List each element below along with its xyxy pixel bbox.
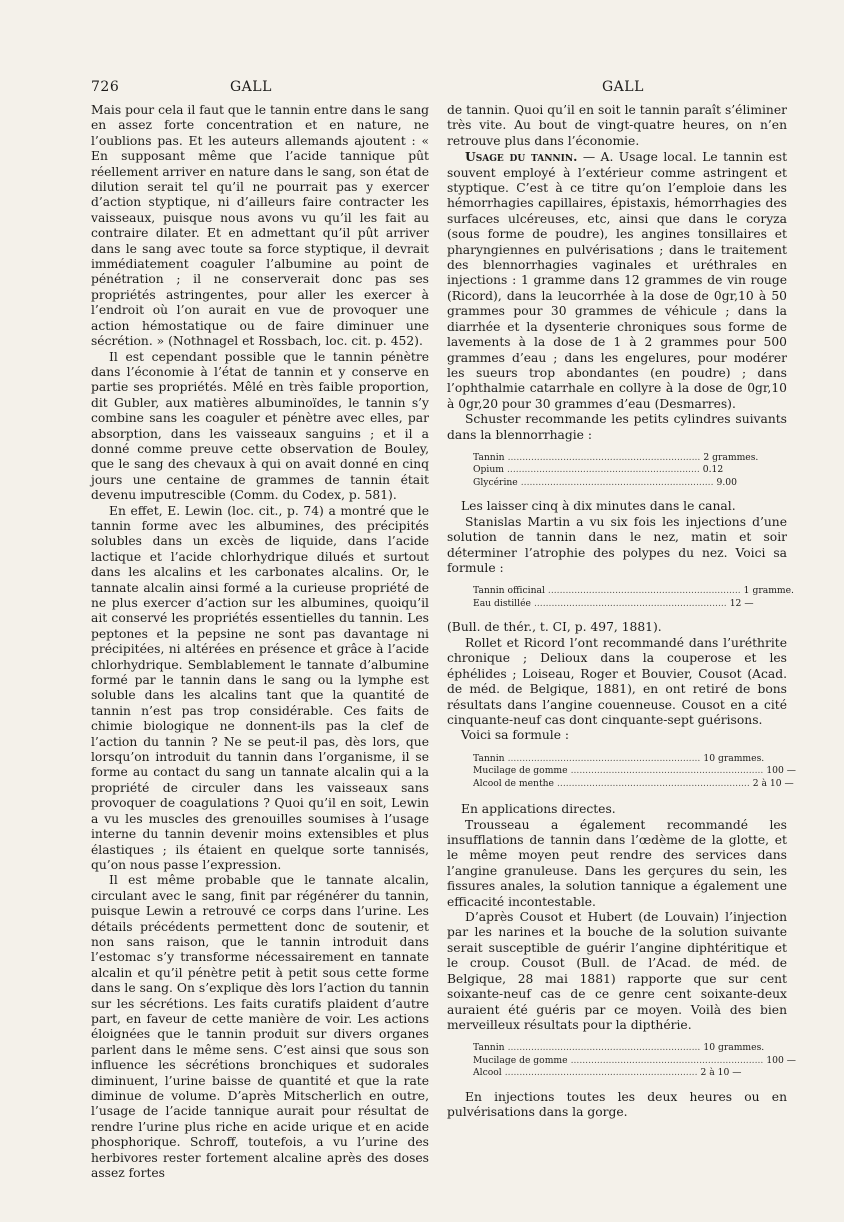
paragraph: En applications directes. [461,802,616,817]
paragraph: Les laisser cinq à dix minutes dans le canal. [461,499,736,514]
prescription-3 [473,752,796,791]
prescription-row: Opium .................................................................. 0.12 [473,464,724,476]
prescription-row: Tannin .................................................................. 10 grammes. [473,1042,765,1054]
paragraph: Voici sa formule : [461,728,570,743]
left-column [91,103,429,1181]
prescription-row: Tannin .................................................................. 2 grammes. [473,451,759,463]
prescription-row: Alcool .................................................................. 2 à 10 — [473,1067,742,1079]
paragraph: Trousseau a également recommandé les insufflations de tannin dans l’œdème de la glotte, et le même moyen peut rendre des services dans l’angine granuleuse. Dans les gerçures du sein, les fissures anales, la solution tannique a également une efficacité incontestable. [447,817,787,909]
prescription-2 [473,585,794,610]
running-title-right: GALL [602,79,644,95]
paragraph: Mais pour cela il faut que le tannin entre dans le sang en assez forte concentration et en nature, ne l’oublions pas. Et les auteurs allemands ajoutent : « En supposant même que l’acide tannique pût réellement arriver en nature dans le sang, son état de dilution serait tel qu’il ne pourrait pas y exercer d’action styptique, ni d’ailleurs faire contracter les vaisseaux, puisque nous avons vu qu’il les fait au contraire dilater. Et en admettant qu’il pût arriver dans le sang avec toute sa force styptique, il devrait immédiatement coaguler l’albumine au point de pénétration ; il ne conserverait donc pas ses propriétés astringentes, pour aller les exercer à l’endroit où l’on aurait en vue de provoquer une action hémostatique ou de faire diminuer une sécrétion. » (Nothnagel et Rossbach, loc. cit. p. 452). [91,103,429,349]
paragraph: Il est même probable que le tannate alcalin, circulant avec le sang, finit par régénérer du tannin, puisque Lewin a retrouvé ce corps dans l’urine. Les détails précédents permettent donc de soutenir, et non sans raison, que le tannin introduit dans l’estomac s’y transforme nécessairement en tannate alcalin et qu’il pénètre petit à petit sous cette forme dans le sang. On s’explique dès lors l’action du tannin sur les sécrétions. Les faits curatifs plaident d’autre part, en faveur de cette manière de voir. Les actions éloignées que le tannin produit sur divers organes parlent dans le même sens. C’est ainsi que sous son influence les sécrétions bronchiques et sudorales diminuent, l’urine baisse de quantité et que la rate diminue de volume. D’après Mitscherlich en outre, l’usage de l’acide tannique aurait pour résultat de rendre l’urine plus riche en acide urique et en acide phosphorique. Schroff, toutefois, a vu l’urine des herbivores rester fortement alcaline après des doses assez fortes [91,873,429,1181]
paragraph: de tannin. Quoi qu’il en soit le tannin paraît s’éliminer très vite. Au bout de vingt-quatre heures, on n’en retrouve plus dans l’économie. [447,103,787,148]
section-heading: Usage du tannin. [465,149,578,165]
prescription-row: Mucilage de gomme .................................................................. 100 — [473,765,796,777]
paragraph: Il est cependant possible que le tannin pénètre dans l’économie à l’état de tannin et y conserve en partie ses propriétés. Mêlé en très faible proportion, dit Gubler, aux matières albuminoïdes, le tannin s’y combine sans les coaguler et pénètre avec elles, par absorption, dans les vaisseaux sanguins ; et il a donné comme preuve cette observation de Bouley, que le sang des chevaux à qui on avait donné en cinq jours une centaine de grammes de tannin était devenu imputrescible (Comm. du Codex, p. 581). [91,349,429,503]
paragraph: Schuster recommande les petits cylindres suivants dans la blennorrhagie : [447,412,787,442]
paragraph: D’après Cousot et Hubert (de Louvain) l’injection par les narines et la bouche de la solution suivante serait susceptible de guérir l’angine diphtéritique et le croup. Cousot (Bull. de l’Acad. de méd. de Belgique, 28 mai 1881) rapporte que sur cent soixante-neuf cas de ce genre cent soixante-deux auraient été guéris par ce moyen. Voilà des bien merveilleux résultats pour la dipthérie. [447,910,787,1032]
prescription-row: Mucilage de gomme .................................................................. 100 — [473,1054,796,1066]
paragraph: En effet, E. Lewin (loc. cit., p. 74) a montré que le tannin forme avec les albumines, des précipités solubles dans un excès de liquide, dans l’acide lactique et l’acide chlorhydrique dilués et surtout dans les alcalins et les carbonates alcalins. Or, le tannate alcalin ainsi formé a la curieuse propriété de ne plus exercer d’action sur les albumines, quoiqu’il ait conservé les propriétés essentielles du tannin. Les peptones et la pepsine ne sont pas davantage ni précipitées, ni altérées en présence et grâce à l’acide chlorhydrique. Semblablement le tannate d’albumine formé par le tannin dans le sang ou la lymphe est soluble dans les alcalins tant que la quantité de tannin n’est pas trop considérable. Ces faits de chimie biologique ne donnent-ils pas la clef de l’action du tannin ? Ne se peut-il pas, dès lors, que lorsqu’on introduit du tannin dans l’organisme, il se forme au contact du sang un tannate alcalin qui a la propriété de circuler dans les vaisseaux sans provoquer de coagulations ? Quoi qu’il en soit, Lewin a vu les muscles des grenouilles soumises à l’usage interne du tannin devenir moins extensibles et plus élastiques ; ils étaient en quelque sorte tannisés, qu’on nous passe l’expression. [91,503,429,872]
prescription-row: Tannin officinal .................................................................. 1 gramme. [473,585,794,597]
prescription-row: Eau distillée .................................................................. 12 — [473,597,754,609]
section-usage [447,149,787,412]
prescription-4 [473,1042,796,1080]
citation: (Bull. de thér., t. CI, p. 497, 1881). [447,620,662,635]
paragraph: Stanislas Martin a vu six fois les injections d’une solution de tannin dans le nez, matin et soir déterminer l’atrophie des polypes du nez. Voici sa formule : [447,514,787,576]
prescription-row: Glycérine .................................................................. 9.00 [473,476,737,488]
prescription-1 [473,451,759,490]
running-title-left: GALL [230,79,272,95]
right-column [447,103,796,1121]
paragraph: En injections toutes les deux heures ou en pulvérisations dans la gorge. [447,1089,787,1120]
page-number: 726 [91,79,120,95]
prescription-row: Alcool de menthe .................................................................. 2 à 10 — [473,777,794,789]
paragraph: Rollet et Ricord l’ont recommandé dans l’uréthrite chronique ; Delioux dans la couperose et les éphélides ; Loiseau, Roger et Bouvier, Cousot (Acad. de méd. de Belgique, 1881), en ont retiré de bons résultats dans l’angine couenneuse. Cousot en a cité cinquante-neuf cas dont cinquante-sept guérisons. [447,635,787,727]
prescription-row: Tannin .................................................................. 10 grammes. [473,752,765,764]
section-text: — A. Usage local. Le tannin est souvent employé à l’extérieur comme astringent et styptique. C’est à ce titre qu’on l’emploie dans les hémorrhagies capillaires, épistaxis, hémorrhagies des surfaces ulcéreuses, etc, ainsi que dans le coryza (sous forme de poudre), les angines tonsillaires et pharyngiennes en pulvérisations ; dans le traitement des blennorrhagies vaginales et uréthrales en injections : 1 gramme dans 12 grammes de vin rouge (Ricord), dans la leucorrhée à la dose de 0gr,10 à 50 grammes pour 30 grammes de véhicule ; dans la diarrhée et la dysenterie chroniques sous forme de lavements à la dose de 1 à 2 grammes pour 500 grammes d’eau ; dans les engelures, pour modérer les sueurs trop abondantes (en poudre) ; dans l’ophthalmie catarrhale en collyre à la dose de 0gr,10 à 0gr,20 pour 30 grammes d’eau (Desmarres). [447,150,788,411]
